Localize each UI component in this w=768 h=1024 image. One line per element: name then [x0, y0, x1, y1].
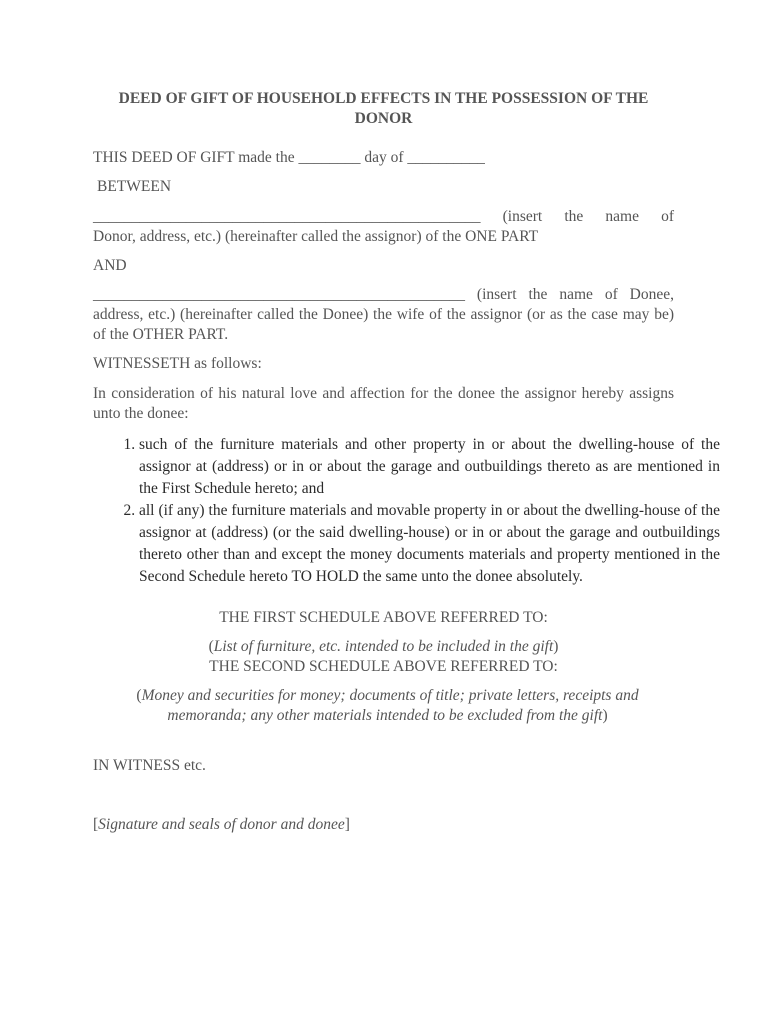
opening-line: THIS DEED OF GIFT made the ________ day of __________	[93, 149, 485, 166]
in-witness-line: IN WITNESS etc.	[93, 757, 206, 774]
witnesseth-line: WITNESSETH as follows:	[93, 355, 262, 372]
donee-paragraph: ________________________________________________ (insert the name of Donee, address, etc.) (hereinafter called the Donee) the wife of the assignor (or as the case may be) of the OTHER PART.	[93, 286, 674, 343]
second-schedule-heading: THE SECOND SCHEDULE ABOVE REFERRED TO:	[209, 658, 558, 675]
donor-line-2: Donor, address, etc.) (hereinafter called the assignor) of the ONE PART	[93, 228, 539, 245]
first-schedule-heading: THE FIRST SCHEDULE ABOVE REFERRED TO:	[219, 609, 548, 626]
signature-line: [Signature and seals of donor and donee]	[93, 816, 350, 833]
first-schedule-note: (List of furniture, etc. intended to be included in the gift)	[208, 638, 559, 655]
consideration-paragraph: In consideration of his natural love and affection for the donee the assignor hereby assigns unto the donee:	[93, 385, 674, 422]
between-label: BETWEEN	[97, 178, 172, 195]
list-item: 1. such of the furniture materials and other property in or about the dwelling-house of the assignor at (address) or in or about the garage and outbuildings thereto as are mentioned in the First Schedule hereto; and	[139, 434, 720, 500]
list-item: 2. all (if any) the furniture materials and movable property in or about the dwelling-house of the assignor at (address) (or the said dwelling-house) or in or about the garage and outbuildings thereto other than and except the money documents materials and property mentioned in the Second Schedule hereto TO HOLD the same unto the donee absolutely.	[139, 500, 720, 588]
donor-line-1: __________________________________________________ (insert the name of	[93, 208, 674, 225]
second-schedule-note: (Money and securities for money; documents of title; private letters, receipts and memoranda; any other materials intended to be excluded from the gift)	[136, 687, 639, 724]
assigned-items-list	[93, 434, 720, 588]
and-label: AND	[93, 257, 127, 274]
document-title: DEED OF GIFT OF HOUSEHOLD EFFECTS IN THE POSSESSION OF THE DONOR	[118, 90, 649, 127]
